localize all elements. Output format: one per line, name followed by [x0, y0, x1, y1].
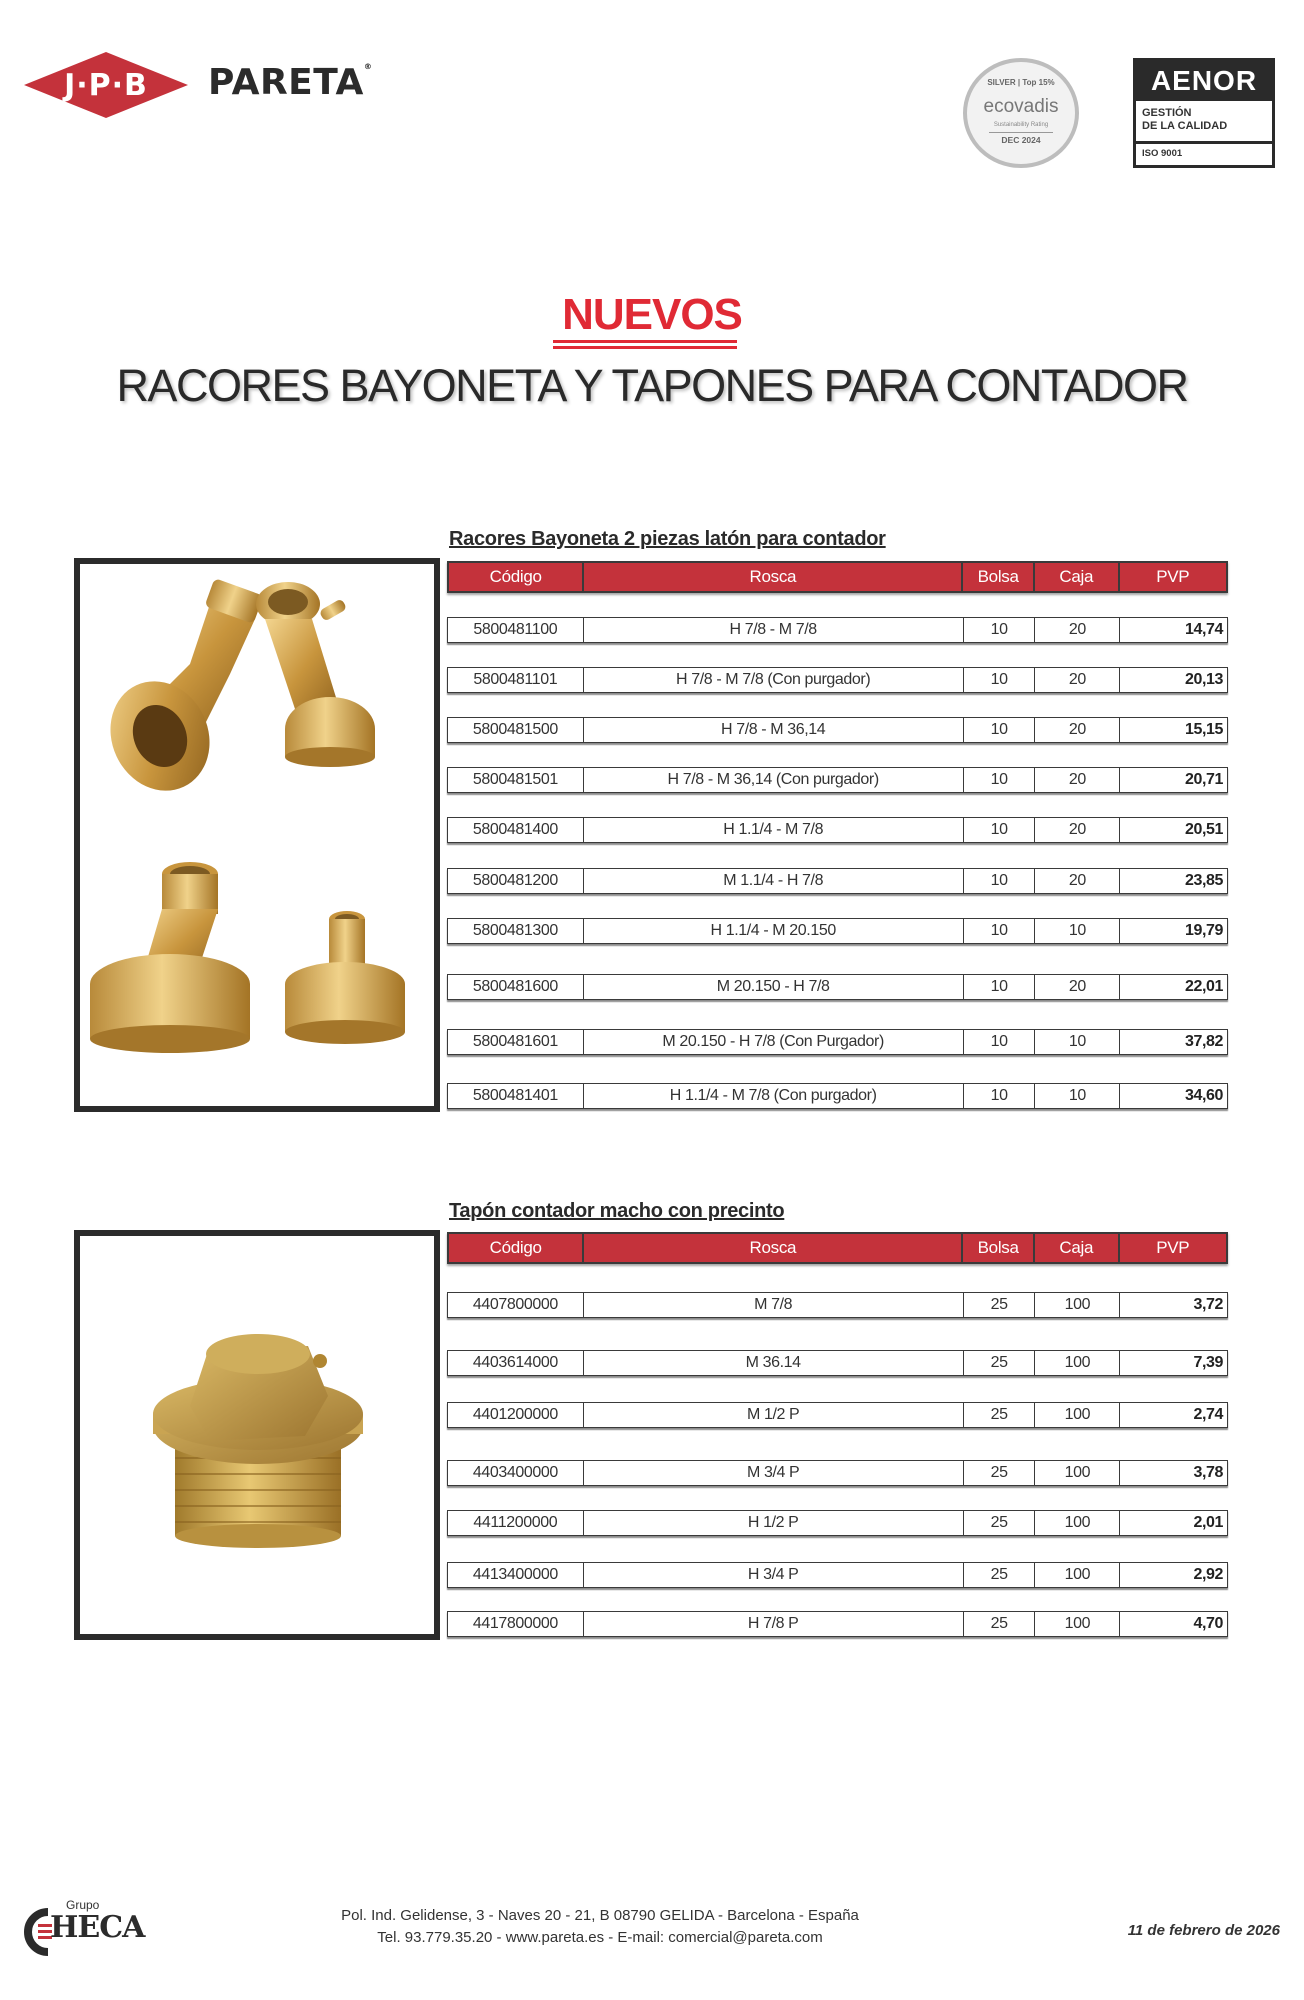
cell-pvp: 34,60	[1184, 1087, 1223, 1104]
cell-bolsa: 10	[964, 869, 1036, 893]
table-row	[447, 1083, 1228, 1109]
nuevos-underline	[553, 340, 737, 343]
cell-caja: 100	[1035, 1511, 1120, 1535]
table-row	[447, 1350, 1228, 1376]
cell-caja: 20	[1035, 718, 1120, 742]
col-bolsa: Bolsa	[963, 563, 1035, 591]
cell-codigo: 4413400000	[448, 1563, 584, 1587]
table-row	[447, 1402, 1228, 1428]
cell-caja: 10	[1035, 1084, 1120, 1108]
cell-codigo: 5800481400	[448, 818, 584, 842]
cell-caja: 100	[1035, 1293, 1120, 1317]
cell-bolsa: 10	[964, 818, 1036, 842]
cell-rosca: H 7/8 - M 7/8	[584, 618, 964, 642]
ecovadis-date: DEC 2024	[1001, 135, 1041, 145]
aenor-iso: ISO 9001	[1142, 148, 1183, 159]
table-row	[447, 868, 1228, 894]
aenor-divider	[1136, 141, 1272, 144]
cell-caja: 20	[1035, 818, 1120, 842]
cell-rosca: M 20.150 - H 7/8	[584, 975, 964, 999]
cell-pvp: 15,15	[1184, 721, 1223, 738]
footer-date: 11 de febrero de 2026	[1127, 1922, 1280, 1939]
cell-caja: 20	[1035, 668, 1120, 692]
cell-pvp: 20,51	[1184, 821, 1223, 838]
cell-codigo: 5800481200	[448, 869, 584, 893]
cell-bolsa: 10	[964, 975, 1036, 999]
cell-rosca: H 3/4 P	[584, 1563, 964, 1587]
col-pvp: PVP	[1156, 1238, 1190, 1257]
col-caja: Caja	[1035, 563, 1120, 591]
table-row	[447, 617, 1228, 643]
cell-codigo: 4403400000	[448, 1461, 584, 1485]
cell-caja: 20	[1035, 768, 1120, 792]
cell-bolsa: 25	[964, 1612, 1036, 1636]
footer-address	[300, 1905, 900, 1949]
cell-bolsa: 10	[964, 1030, 1036, 1054]
cell-rosca: M 7/8	[584, 1293, 964, 1317]
cell-caja: 100	[1035, 1461, 1120, 1485]
table-row	[447, 1029, 1228, 1055]
section-title: Tapón contador macho con precinto	[449, 1200, 785, 1222]
cell-pvp: 7,39	[1193, 1354, 1223, 1371]
cell-bolsa: 10	[964, 668, 1036, 692]
cell-bolsa: 10	[964, 1084, 1036, 1108]
table-row	[447, 817, 1228, 843]
cell-bolsa: 25	[964, 1403, 1036, 1427]
table-row	[447, 974, 1228, 1000]
table-row	[447, 1460, 1228, 1486]
table-row	[447, 767, 1228, 793]
cell-rosca: M 1/2 P	[584, 1403, 964, 1427]
cell-caja: 100	[1035, 1351, 1120, 1375]
page-title: RACORES BAYONETA Y TAPONES PARA CONTADOR	[116, 360, 1188, 411]
cell-codigo: 5800481500	[448, 718, 584, 742]
ecovadis-divider	[989, 132, 1053, 133]
col-codigo: Código	[449, 1234, 584, 1262]
cell-codigo: 5800481600	[448, 975, 584, 999]
col-pvp: PVP	[1156, 567, 1190, 586]
table-row	[447, 1510, 1228, 1536]
table-row	[447, 667, 1228, 693]
pareta-logo-text: PARETA	[208, 62, 364, 103]
cell-pvp: 19,79	[1184, 922, 1223, 939]
cell-bolsa: 10	[964, 618, 1036, 642]
cell-codigo: 4407800000	[448, 1293, 584, 1317]
col-rosca: Rosca	[584, 1234, 963, 1262]
aenor-line2: DE LA CALIDAD	[1142, 120, 1228, 132]
cell-bolsa: 25	[964, 1293, 1036, 1317]
cell-bolsa: 25	[964, 1511, 1036, 1535]
cell-codigo: 5800481101	[448, 668, 584, 692]
cell-rosca: H 7/8 - M 36,14 (Con purgador)	[584, 768, 964, 792]
cell-caja: 10	[1035, 1030, 1120, 1054]
cell-pvp: 20,13	[1184, 671, 1223, 688]
cell-pvp: 3,78	[1193, 1464, 1223, 1481]
ecovadis-level: SILVER | Top 15%	[987, 78, 1055, 87]
cell-rosca: M 36.14	[584, 1351, 964, 1375]
col-codigo: Código	[449, 563, 584, 591]
cell-rosca: H 7/8 - M 36,14	[584, 718, 964, 742]
cell-codigo: 4403614000	[448, 1351, 584, 1375]
aenor-line1: GESTIÓN	[1142, 107, 1192, 119]
cell-bolsa: 10	[964, 919, 1036, 943]
section-title: Racores Bayoneta 2 piezas latón para contador	[449, 528, 886, 550]
cell-pvp: 2,92	[1193, 1566, 1223, 1583]
cell-pvp: 4,70	[1193, 1615, 1223, 1632]
cell-pvp: 23,85	[1184, 872, 1223, 889]
table-row	[447, 1292, 1228, 1318]
cell-rosca: M 1.1/4 - H 7/8	[584, 869, 964, 893]
nuevos-heading: NUEVOS	[562, 290, 742, 339]
cell-rosca: H 1/2 P	[584, 1511, 964, 1535]
cell-caja: 100	[1035, 1612, 1120, 1636]
cell-codigo: 5800481100	[448, 618, 584, 642]
table-header	[447, 561, 1228, 593]
product-photo-racores	[74, 558, 440, 1112]
cell-pvp: 37,82	[1184, 1033, 1223, 1050]
racores-image	[80, 564, 434, 1106]
cell-codigo: 5800481401	[448, 1084, 584, 1108]
cell-bolsa: 25	[964, 1351, 1036, 1375]
cell-codigo: 5800481300	[448, 919, 584, 943]
cell-codigo: 4417800000	[448, 1612, 584, 1636]
col-bolsa: Bolsa	[963, 1234, 1035, 1262]
footer-address-line2: Tel. 93.779.35.20 - www.pareta.es - E-mail: comercial@pareta.com	[377, 1929, 823, 1946]
cell-rosca: M 3/4 P	[584, 1461, 964, 1485]
jpb-logo-text: J·P·B	[64, 67, 148, 103]
cell-codigo: 5800481501	[448, 768, 584, 792]
ecovadis-subtitle: Sustainability Rating	[993, 122, 1049, 128]
cell-caja: 100	[1035, 1403, 1120, 1427]
cell-caja: 100	[1035, 1563, 1120, 1587]
cell-rosca: H 7/8 - M 7/8 (Con purgador)	[584, 668, 964, 692]
table-row	[447, 1562, 1228, 1588]
cell-rosca: H 1.1/4 - M 20.150	[584, 919, 964, 943]
cell-pvp: 22,01	[1184, 978, 1223, 995]
registered-mark: ®	[363, 62, 373, 71]
cell-caja: 20	[1035, 618, 1120, 642]
cell-caja: 20	[1035, 975, 1120, 999]
heca-logo-text: HECA	[50, 1910, 145, 1945]
cell-pvp: 2,74	[1193, 1406, 1223, 1423]
cell-codigo: 4401200000	[448, 1403, 584, 1427]
cell-bolsa: 10	[964, 768, 1036, 792]
pareta-logo	[208, 62, 372, 103]
nuevos-underline	[553, 346, 737, 349]
col-rosca: Rosca	[584, 563, 963, 591]
cell-pvp: 3,72	[1193, 1296, 1223, 1313]
aenor-name: AENOR	[1136, 61, 1272, 101]
cell-pvp: 20,71	[1184, 771, 1223, 788]
cell-bolsa: 10	[964, 718, 1036, 742]
cell-rosca: H 7/8 P	[584, 1612, 964, 1636]
heca-grupo-label: Grupo	[66, 1898, 100, 1912]
cell-rosca: H 1.1/4 - M 7/8 (Con purgador)	[584, 1084, 964, 1108]
cell-bolsa: 25	[964, 1461, 1036, 1485]
col-caja: Caja	[1035, 1234, 1120, 1262]
cell-codigo: 4411200000	[448, 1511, 584, 1535]
cell-pvp: 14,74	[1184, 621, 1223, 638]
table-row	[447, 1611, 1228, 1637]
table-row	[447, 717, 1228, 743]
cell-caja: 20	[1035, 869, 1120, 893]
footer-address-line1: Pol. Ind. Gelidense, 3 - Naves 20 - 21, B 08790 GELIDA - Barcelona - España	[341, 1907, 859, 1924]
product-photo-tapon	[74, 1230, 440, 1640]
cell-codigo: 5800481601	[448, 1030, 584, 1054]
ecovadis-badge	[963, 58, 1083, 168]
ecovadis-name: ecovadis	[983, 96, 1059, 117]
cell-caja: 10	[1035, 919, 1120, 943]
aenor-certificate	[1133, 58, 1275, 168]
aenor-gestion	[1142, 107, 1227, 133]
cell-pvp: 2,01	[1193, 1514, 1223, 1531]
cell-rosca: M 20.150 - H 7/8 (Con Purgador)	[584, 1030, 964, 1054]
cell-rosca: H 1.1/4 - M 7/8	[584, 818, 964, 842]
tapon-image	[80, 1236, 434, 1634]
cell-bolsa: 25	[964, 1563, 1036, 1587]
table-row	[447, 918, 1228, 944]
table-header	[447, 1232, 1228, 1264]
